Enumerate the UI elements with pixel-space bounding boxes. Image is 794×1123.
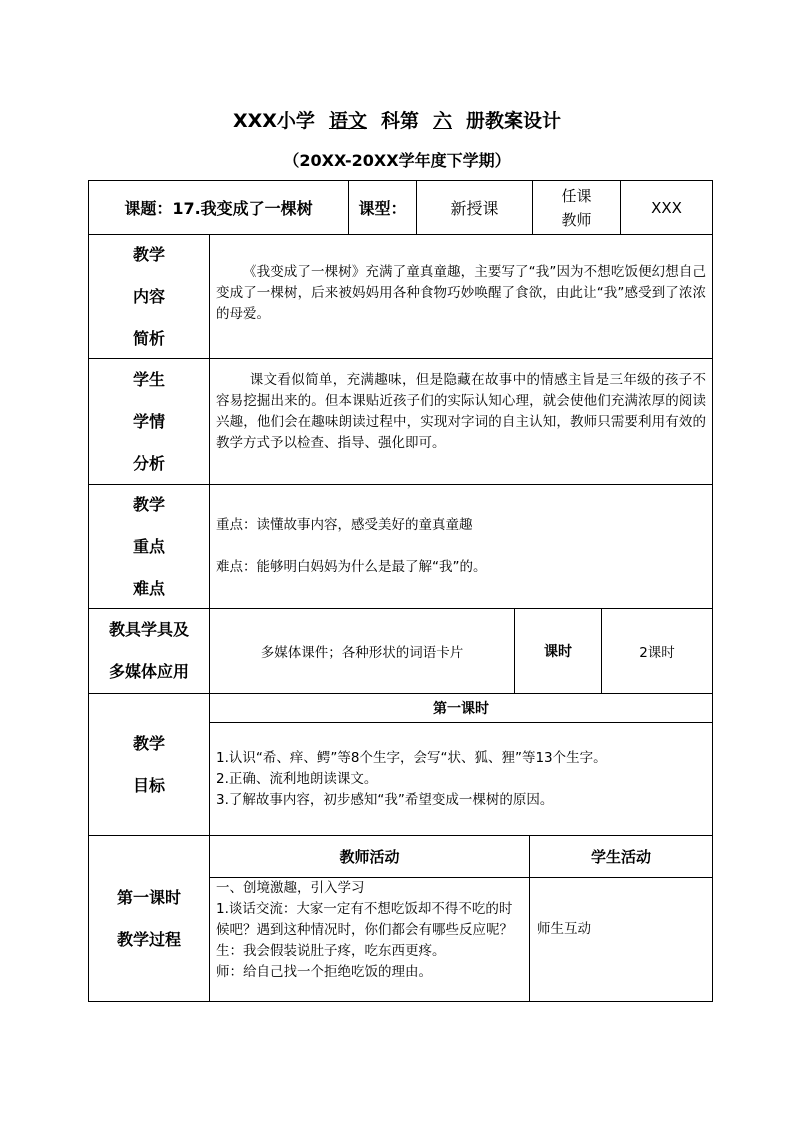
teacher-label xyxy=(533,181,620,234)
label-line: 学情 xyxy=(132,411,165,431)
lesson-type-label: 课型： xyxy=(358,199,407,218)
teacher-value: XXX xyxy=(651,198,682,217)
label-line: 教学 xyxy=(132,494,165,514)
label-line: 第一课时 xyxy=(116,887,181,907)
school-name: XXX小学 xyxy=(232,110,315,132)
volume-field: 六 xyxy=(432,110,452,132)
content-summary-text: 《我变成了一棵树》充满了童真童趣，主要写了“我”因为不想吃饭便幻想自己变成了一棵树，后来被妈妈用各种食物巧妙唤醒了食欲，由此让“我”感受到了浓浓的母爱。 xyxy=(216,264,706,322)
label-line: 教学 xyxy=(132,244,165,264)
teacher-label-line1: 任课 xyxy=(561,186,592,205)
key-points-label xyxy=(89,485,209,608)
label-line: 教学过程 xyxy=(116,929,181,949)
teacher-activity-line: 生：我会假装说肚子疼，吃东西更疼。 xyxy=(216,943,446,959)
student-activity-header: 学生活动 xyxy=(590,848,651,866)
document-title xyxy=(0,106,794,133)
label-line: 多媒体应用 xyxy=(108,662,189,681)
subject-field: 语文 xyxy=(328,110,367,132)
teacher-activity-line: 一、创境激趣，引入学习 xyxy=(216,880,365,896)
difficult-point-text: 难点：能够明白妈妈为什么是最了解“我”的。 xyxy=(216,559,487,575)
lesson-topic: 课题：17.我变成了一棵树 xyxy=(124,199,313,218)
title-ke-di: 科第 xyxy=(380,110,419,132)
teacher-label-line2: 教师 xyxy=(561,210,592,229)
key-point-text: 重点：读懂故事内容，感受美好的童真童趣 xyxy=(216,517,473,533)
objectives-label xyxy=(89,694,209,835)
objective-item: 1.认识“希、痒、鳄”等8个生字，会写“状、狐、狸”等13个生字。 xyxy=(216,750,607,766)
label-line: 学生 xyxy=(132,369,165,389)
hours-value: 2课时 xyxy=(639,645,675,661)
teacher-activity-header: 教师活动 xyxy=(339,848,400,866)
lesson-type-value: 新授课 xyxy=(450,199,499,218)
objective-item: 2.正确、流利地朗读课文。 xyxy=(216,771,378,787)
label-line: 教学 xyxy=(132,733,165,753)
process-label xyxy=(89,836,209,1001)
objectives-section-title: 第一课时 xyxy=(433,701,489,717)
tools-label xyxy=(89,609,209,693)
teacher-activity-text xyxy=(216,878,524,983)
student-analysis-text: 课文看似简单，充满趣味，但是隐藏在故事中的情感主旨是三年级的孩子不容易挖掘出来的。但本课贴近孩子们的实际认知心理，就会使他们充满浓厚的阅读兴趣，他们会在趣味朗读过程中，实现对字词的自主认知，教师只需要利用有效的教学方式予以检查、指导、强化即可。 xyxy=(216,372,706,451)
objective-item: 3.了解故事内容，初步感知“我”希望变成一棵树的原因。 xyxy=(216,792,554,808)
document-subtitle: （20XX-20XX学年度下学期） xyxy=(283,151,511,170)
content-summary-label xyxy=(89,235,209,358)
label-line: 分析 xyxy=(132,453,165,473)
teacher-activity-line: 1.谈话交流：大家一定有不想吃饭却不得不吃的时候吧？遇到这种情况时，你们都会有哪些反应呢？ xyxy=(216,901,513,938)
label-line: 重点 xyxy=(132,536,165,556)
hours-label: 课时 xyxy=(544,644,572,660)
label-line: 教具学具及 xyxy=(108,620,189,639)
teacher-activity-line: 师：给自己找一个拒绝吃饭的理由。 xyxy=(216,964,432,980)
label-line: 难点 xyxy=(132,578,165,598)
label-line: 内容 xyxy=(132,286,165,306)
label-line: 简析 xyxy=(132,328,165,348)
label-line: 目标 xyxy=(132,775,165,795)
tools-value: 多媒体课件；各种形状的词语卡片 xyxy=(260,645,464,661)
title-suffix: 册教案设计 xyxy=(465,110,561,132)
student-analysis-label xyxy=(89,359,209,484)
objectives-list xyxy=(216,748,711,811)
student-activity-text: 师生互动 xyxy=(537,921,591,937)
